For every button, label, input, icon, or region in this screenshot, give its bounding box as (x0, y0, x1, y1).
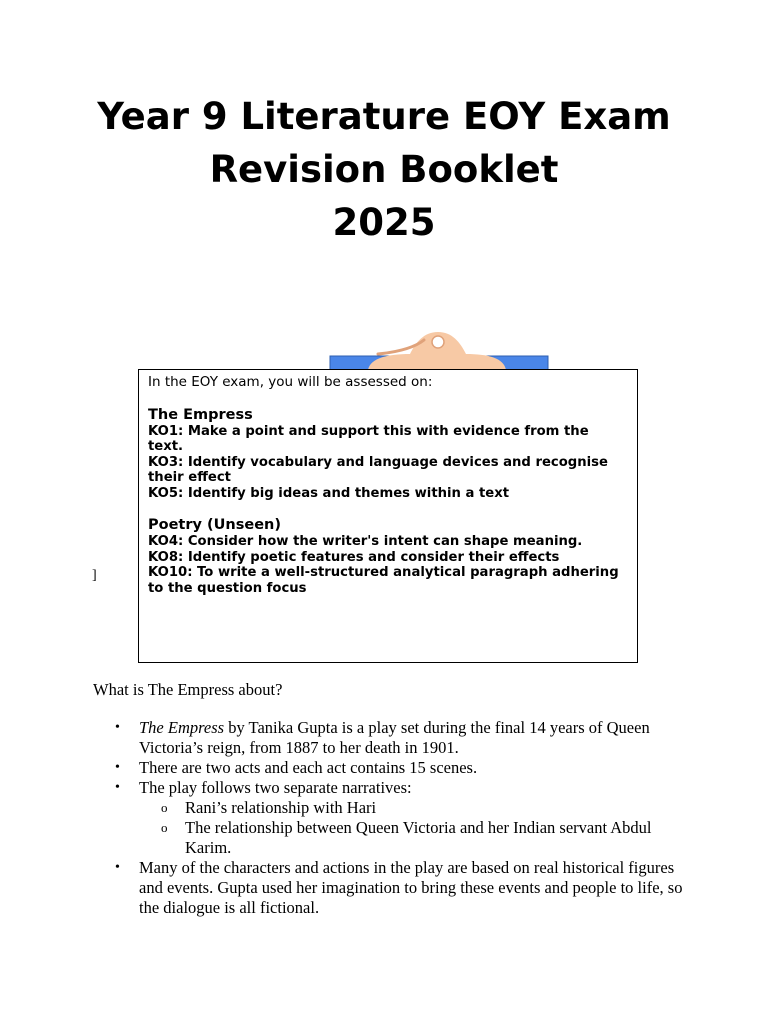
title-line-1: Year 9 Literature EOY Exam (97, 95, 671, 138)
stray-bracket: ] (92, 568, 97, 583)
assessment-intro: In the EOY exam, you will be assessed on: (148, 374, 433, 390)
narratives-sublist (139, 798, 693, 858)
list-item (139, 778, 693, 858)
document-title (0, 90, 768, 249)
objective-ko10: KO10: To write a well-structured analytical paragraph adhering to the question focus (148, 565, 619, 596)
sub-list-item: o The relationship between Queen Victoria and her Indian servant Abdul Karim. (185, 818, 693, 858)
title-line-2: Revision Booklet (209, 148, 559, 191)
clipboard-icon (328, 330, 550, 370)
objective-ko3: KO3: Identify vocabulary and language devices and recognise their effect (148, 454, 608, 485)
list-item-text: by Tanika Gupta is a play set during the final 14 years of Queen Victoria’s reign, from 1887 to her death in 1901. (139, 718, 650, 757)
objective-ko8: KO8: Identify poetic features and consider their effects (148, 549, 560, 565)
objective-ko4: KO4: Consider how the writer's intent can shape meaning. (148, 534, 583, 549)
title-line-3: 2025 (332, 201, 436, 244)
summary-list (93, 718, 693, 918)
sub-list-item: o Rani’s relationship with Hari (185, 798, 693, 818)
section-heading-empress: The Empress (148, 406, 253, 423)
assessment-box (138, 369, 638, 663)
empress-summary (93, 680, 693, 918)
list-item (139, 718, 693, 758)
objective-ko1: KO1: Make a point and support this with evidence from the text. (148, 423, 589, 454)
list-item-text: The play follows two separate narratives: (139, 778, 412, 797)
section-heading-poetry: Poetry (Unseen) (148, 517, 281, 533)
list-item: • There are two acts and each act contains 15 scenes. (139, 758, 693, 778)
section-question: What is The Empress about? (93, 680, 283, 699)
play-title: The Empress (139, 718, 225, 737)
objective-ko5: KO5: Identify big ideas and themes within a text (148, 485, 510, 501)
list-item: • Many of the characters and actions in the play are based on real historical figures and events. Gupta used her imagination to bring these events and people to life, so the dialogue is all fictional. (139, 858, 693, 918)
